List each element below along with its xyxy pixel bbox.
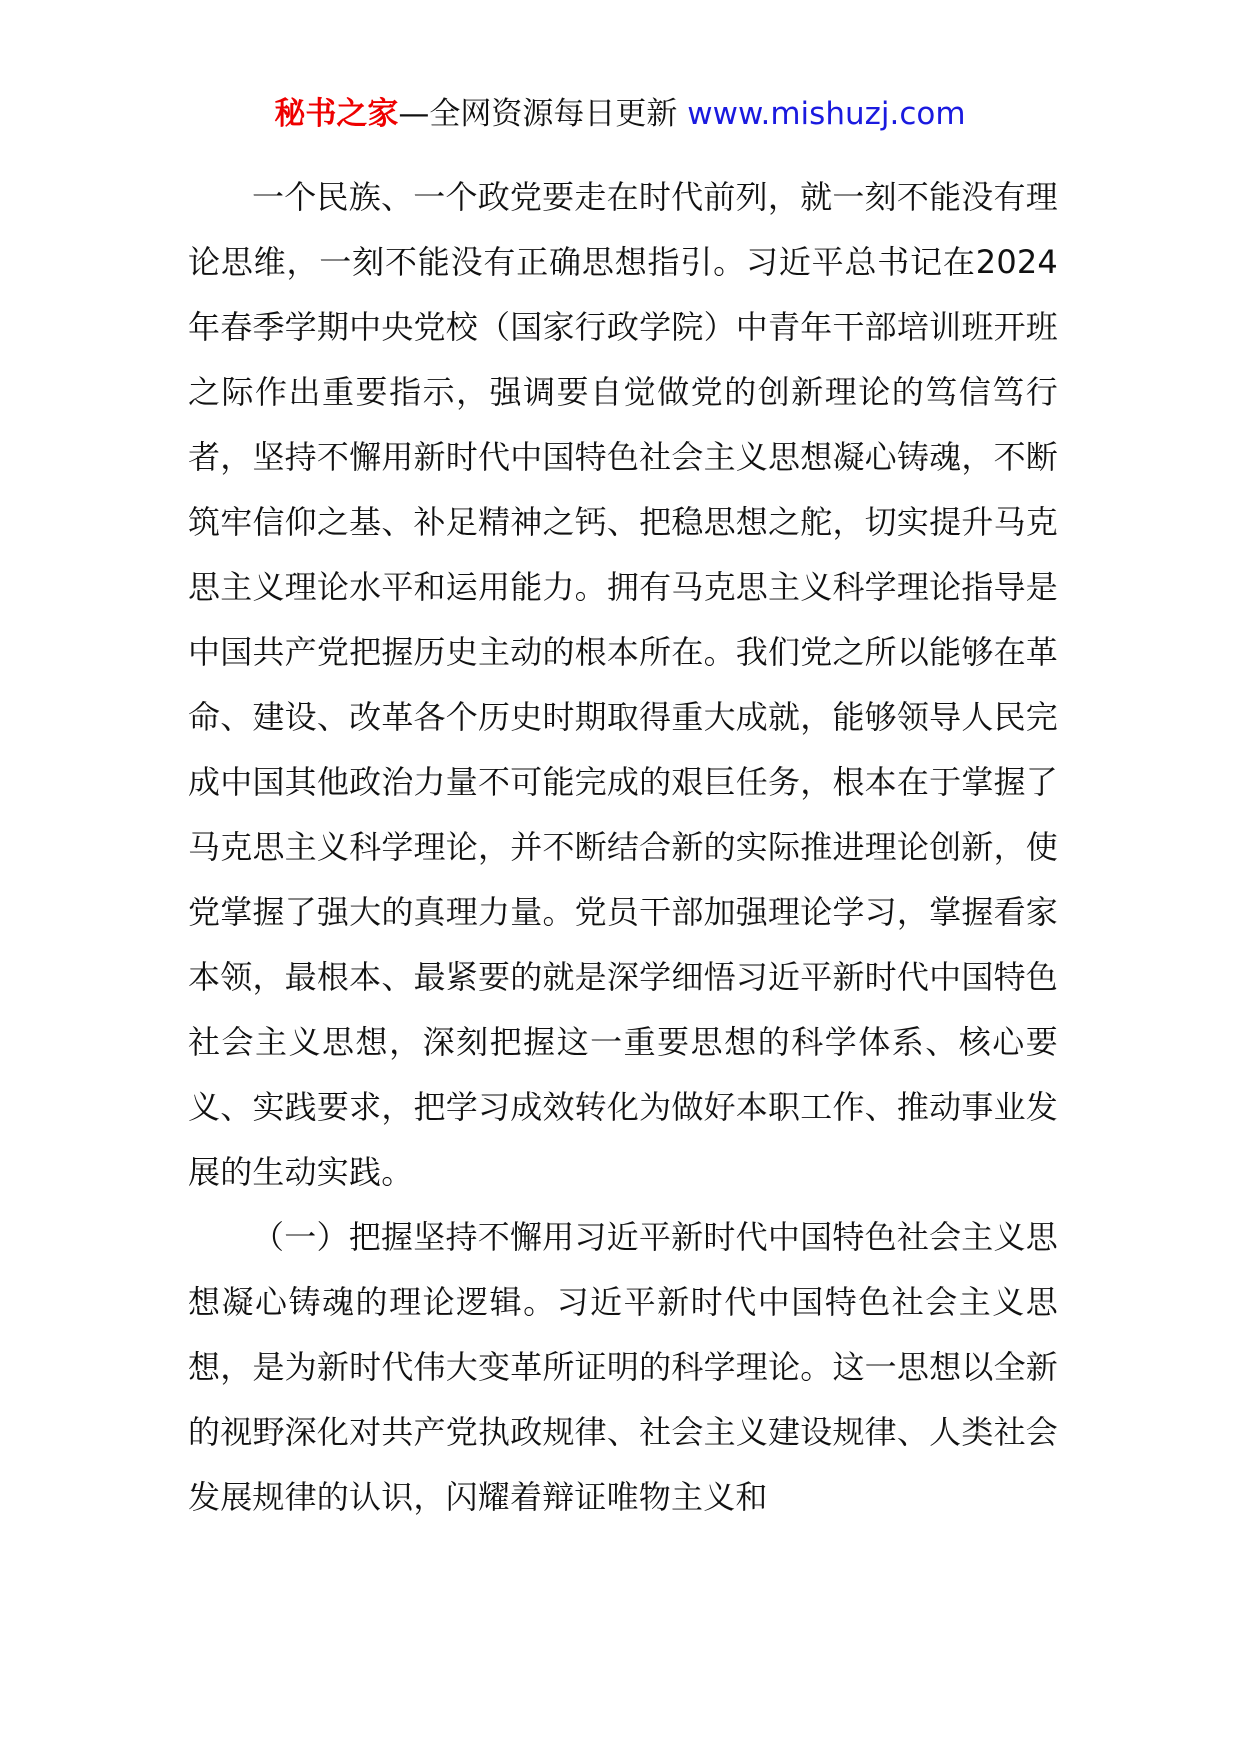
site-header <box>0 94 1240 134</box>
site-url-link[interactable]: www.mishuzj.com <box>687 96 966 132</box>
paragraph-intro: 一个民族、一个政党要走在时代前列，就一刻不能没有理论思维，一刻不能没有正确思想指引。习近平总书记在2024年春季学期中央党校（国家行政学院）中青年干部培训班开班之际作出重要指示，强调要自觉做党的创新理论的笃信笃行者，坚持不懈用新时代中国特色社会主义思想凝心铸魂，不断筑牢信仰之基、补足精神之钙、把稳思想之舵，切实提升马克思主义理论水平和运用能力。拥有马克思主义科学理论指导是中国共产党把握历史主动的根本所在。我们党之所以能够在革命、建设、改革各个历史时期取得重大成就，能够领导人民完成中国其他政治力量不可能完成的艰巨任务，根本在于掌握了马克思主义科学理论，并不断结合新的实际推进理论创新，使党掌握了强大的真理力量。党员干部加强理论学习，掌握看家本领，最根本、最紧要的就是深学细悟习近平新时代中国特色社会主义思想，深刻把握这一重要思想的科学体系、核心要义、实践要求，把学习成效转化为做好本职工作、推动事业发展的生动实践。 <box>188 178 1058 1191</box>
site-tagline: —全网资源每日更新 <box>398 96 688 132</box>
site-brand: 秘书之家 <box>274 96 399 132</box>
paragraph-section-1: （一）把握坚持不懈用习近平新时代中国特色社会主义思想凝心铸魂的理论逻辑。习近平新时代中国特色社会主义思想，是为新时代伟大变革所证明的科学理论。这一思想以全新的视野深化对共产党执政规律、社会主义建设规律、人类社会发展规律的认识，闪耀着辩证唯物主义和 <box>188 1218 1058 1516</box>
document-body <box>188 165 1058 1530</box>
